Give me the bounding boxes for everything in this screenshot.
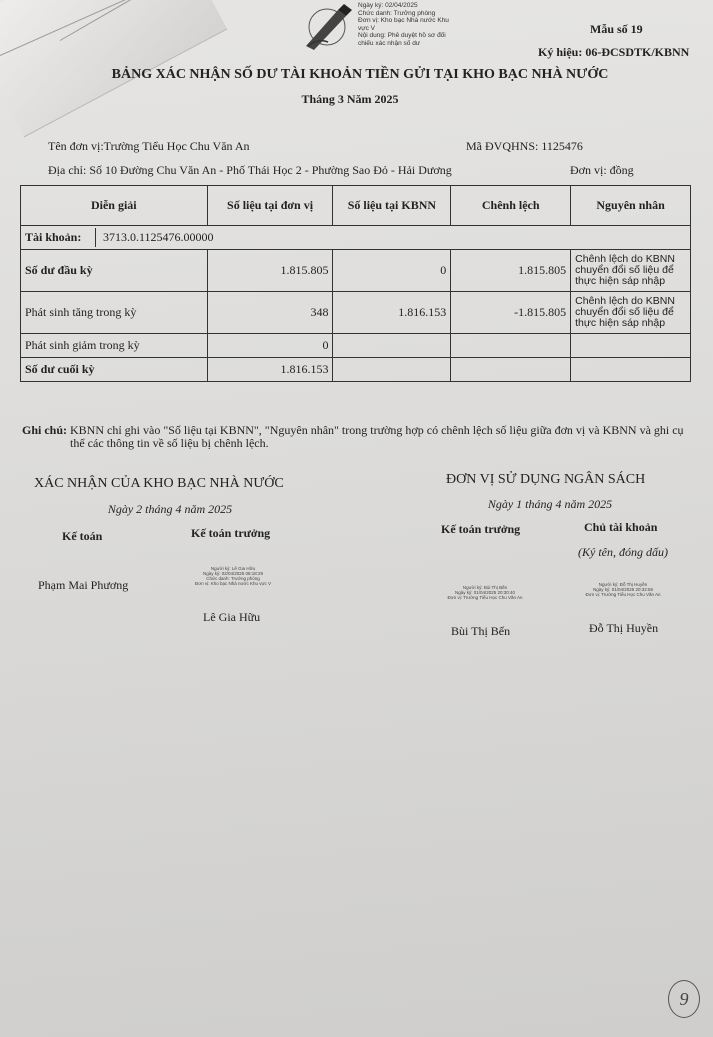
approval-stamp: [298, 2, 488, 52]
sig-line: Ngày ký: 01/04/2025 20:30:40: [454, 590, 516, 595]
sig-line: Ngày ký: 02/04/2025 08:18:29: [202, 571, 264, 576]
stamp-line: Chức danh: Trưởng phòng: [358, 9, 436, 17]
column-header: Diễn giải: [21, 186, 208, 226]
owner-note: (Ký tên, đóng dấu): [578, 545, 668, 559]
budget-chief-title: Kế toán trưởng: [441, 522, 521, 536]
reason: Chênh lệch do KBNN chuyển đổi số liệu để thực hiện sáp nhập: [571, 250, 691, 292]
kbnn-value: 0: [333, 250, 451, 292]
table-row: [21, 292, 691, 334]
note: [22, 424, 692, 450]
table-row: [21, 358, 691, 382]
account-row: [21, 226, 691, 250]
note-line-1: KBNN chỉ ghi vào "Số liệu tại KBNN", "Nguyên nhân" trong trường hợp có chênh lệch số liệu giữa đơn vị và KBNN và ghi cụ: [70, 423, 684, 437]
account-number: 3713.0.1125476.00000: [103, 230, 214, 244]
unit-name: Tên đơn vị:Trường Tiểu Học Chu Văn An: [48, 139, 250, 153]
kbnn-heading: XÁC NHẬN CỦA KHO BẠC NHÀ NƯỚC: [34, 476, 284, 491]
pen-signature-icon: [298, 2, 356, 52]
unit-value: 348: [207, 292, 333, 334]
row-label: Số dư cuối kỳ: [21, 358, 208, 382]
table-row: [21, 334, 691, 358]
table-row: [21, 250, 691, 292]
sig-line: Chức danh: Trưởng phòng: [206, 576, 260, 581]
difference: 1.815.805: [451, 250, 571, 292]
kbnn-chief-name: Lê Gia Hữu: [203, 610, 261, 624]
stamp-line: vực V: [358, 24, 375, 32]
note-label: Ghi chú:: [22, 423, 68, 437]
table-header-row: [21, 186, 691, 226]
page-number: 9: [668, 980, 700, 1018]
note-line-2: thể các thông tin về số liệu bị chênh lệch.: [70, 436, 269, 450]
row-label: Số dư đầu kỳ: [21, 250, 208, 292]
kbnn-value: 1.816.153: [333, 292, 451, 334]
difference: [451, 334, 571, 358]
stamp-line: chiếu xác nhận số dư: [358, 39, 421, 47]
kbnn-accountant-name: Phạm Mai Phương: [38, 578, 129, 592]
sig-line: Đơn vị: Kho bạc Nhà nước Khu vực V: [195, 581, 271, 586]
kbnn-chief-title: Kế toán trưởng: [191, 526, 271, 540]
owner-name: Đỗ Thị Huyền: [589, 621, 659, 635]
column-header: Số liệu tại đơn vị: [207, 186, 333, 226]
kbnn-value: [333, 334, 451, 358]
kbnn-accountant-title: Kế toán: [62, 529, 103, 543]
row-label: Phát sinh tăng trong kỳ: [21, 292, 208, 334]
digital-signature: [440, 585, 530, 600]
kbnn-value: [333, 358, 451, 382]
difference: -1.815.805: [451, 292, 571, 334]
owner-title: Chủ tài khoản: [584, 520, 658, 534]
sig-line: Đơn vị: Trường Tiểu Học Chu Văn An: [447, 595, 523, 600]
unit-address: Địa chỉ: Số 10 Đường Chu Văn An - Phố Thái Học 2 - Phường Sao Đỏ - Hải Dương: [48, 163, 452, 177]
stamp-line: Đơn vị: Kho bạc Nhà nước Khu: [358, 17, 449, 24]
budget-unit-date: Ngày 1 tháng 4 năm 2025: [487, 497, 613, 511]
digital-signature: [578, 582, 668, 597]
digital-signature: [188, 566, 278, 586]
reason: [571, 334, 691, 358]
sig-line: Người ký: Bùi Thị Bến: [462, 585, 508, 590]
account-label: Tài khoản:: [21, 228, 96, 247]
form-symbol: Ký hiệu: 06-ĐCSDTK/KBNN: [538, 45, 690, 59]
difference: [451, 358, 571, 382]
unit-value: 0: [207, 334, 333, 358]
reason: Chênh lệch do KBNN chuyển đổi số liệu để thực hiện sáp nhập: [571, 292, 691, 334]
unit-value: 1.815.805: [207, 250, 333, 292]
kbnn-date: Ngày 2 tháng 4 năm 2025: [107, 502, 233, 516]
period: Tháng 3 Năm 2025: [301, 92, 399, 106]
unit-value: 1.816.153: [207, 358, 333, 382]
document-title: BẢNG XÁC NHẬN SỐ DƯ TÀI KHOẢN TIỀN GỬI TẠI KHO BẠC NHÀ NƯỚC: [111, 67, 609, 82]
currency-unit: Đơn vị: đồng: [570, 163, 634, 177]
sig-line: Ngày ký: 01/04/2025 20:32:56: [592, 587, 654, 592]
budget-unit-heading: ĐƠN VỊ SỬ DỤNG NGÂN SÁCH: [446, 472, 646, 487]
form-code: Mẫu số 19: [590, 22, 643, 36]
sig-line: Người ký: Lê Gia Hữu: [210, 566, 256, 571]
sig-line: Người ký: Đỗ Thị Huyền: [598, 582, 648, 587]
stamp-line: Ngày ký: 02/04/2025: [358, 2, 418, 9]
column-header: Số liệu tại KBNN: [333, 186, 451, 226]
unit-code: Mã ĐVQHNS: 1125476: [466, 139, 583, 153]
sig-line: Đơn vị: Trường Tiểu Học Chu Văn An: [585, 592, 661, 597]
budget-chief-name: Bùi Thị Bến: [451, 624, 511, 638]
column-header: Nguyên nhân: [571, 186, 691, 226]
row-label: Phát sinh giảm trong kỳ: [21, 334, 208, 358]
column-header: Chênh lệch: [451, 186, 571, 226]
balance-table: [20, 185, 691, 382]
reason: [571, 358, 691, 382]
stamp-line: Nội dung: Phê duyệt hồ sơ đối: [358, 32, 446, 39]
